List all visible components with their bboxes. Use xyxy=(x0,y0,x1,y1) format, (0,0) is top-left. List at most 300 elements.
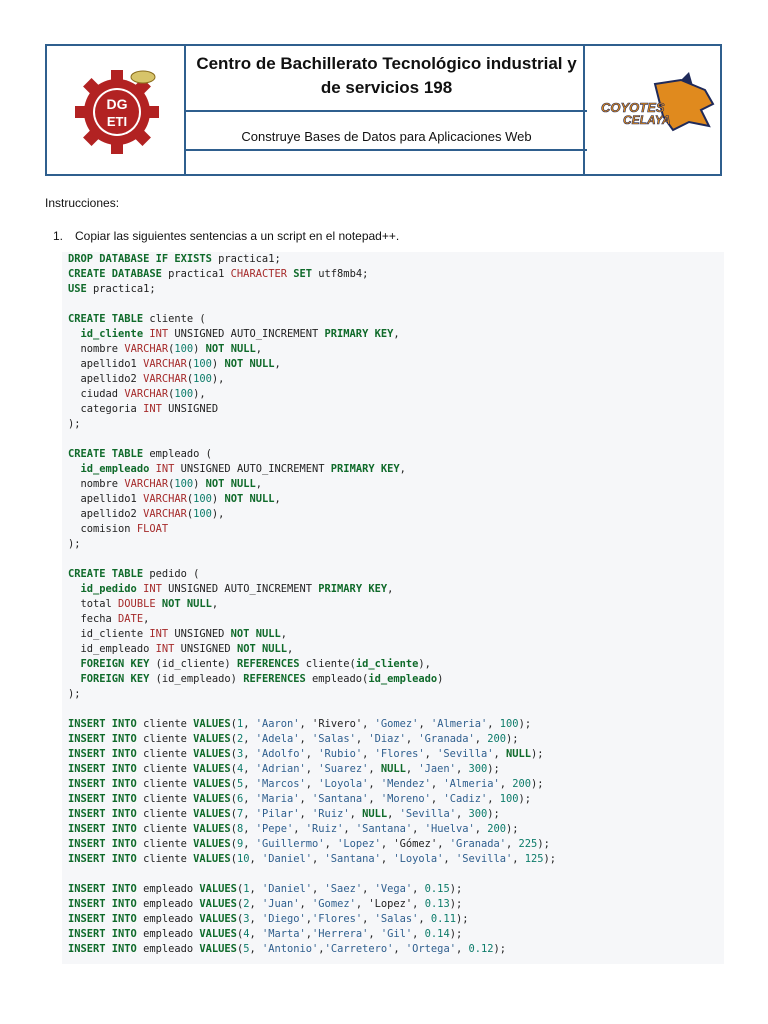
coyotes-logo-icon xyxy=(585,46,720,174)
coyotes-logo-cell xyxy=(583,46,720,174)
code-token: cliente xyxy=(136,763,194,775)
code-token: 0.15 xyxy=(424,883,450,895)
code-token: INSERT INTO xyxy=(68,763,137,775)
code-token: 100 xyxy=(193,508,212,520)
code-token: 0.11 xyxy=(430,913,456,925)
code-token: UNSIGNED xyxy=(161,403,219,415)
code-token: , xyxy=(487,793,500,805)
code-token: , xyxy=(299,808,313,820)
code-token: ) xyxy=(193,343,206,355)
code-token: VALUES xyxy=(193,718,231,730)
code-token: practica1; xyxy=(211,253,281,265)
code-token: Gómez xyxy=(399,838,431,850)
code-token: ciudad xyxy=(68,388,125,400)
code-token: cliente xyxy=(136,718,194,730)
code-token: DOUBLE xyxy=(118,598,156,610)
code-line xyxy=(68,567,718,582)
code-line xyxy=(68,702,718,717)
code-token: ) xyxy=(193,478,206,490)
code-token: NOT NULL xyxy=(224,358,275,370)
code-token: INSERT INTO xyxy=(68,778,137,790)
code-line xyxy=(68,627,718,642)
code-token: 6 xyxy=(236,793,244,805)
code-token: ', xyxy=(355,718,375,730)
code-token: id_empleado xyxy=(368,673,438,685)
code-token: 'Marta' xyxy=(261,928,306,940)
code-token: NOT NULL xyxy=(205,343,256,355)
code-token: , xyxy=(399,463,406,475)
code-token: id_empleado xyxy=(80,463,150,475)
code-token: 'Adrian' xyxy=(255,763,306,775)
code-token: VALUES xyxy=(193,808,231,820)
code-line xyxy=(68,732,718,747)
code-token: , xyxy=(211,598,219,610)
code-line xyxy=(68,522,718,537)
code-token: VARCHAR xyxy=(143,358,187,370)
code-token: cliente xyxy=(136,838,194,850)
code-token: VARCHAR xyxy=(143,373,187,385)
code-token: CREATE TABLE xyxy=(68,313,144,325)
code-token: VALUES xyxy=(199,943,237,955)
code-token: utf8mb4; xyxy=(312,268,369,280)
code-token: 200 xyxy=(487,733,507,745)
code-token: INSERT INTO xyxy=(68,883,137,895)
step-number: 1. xyxy=(53,229,64,243)
code-token: , xyxy=(512,853,525,865)
code-token: 'Marcos' xyxy=(255,778,306,790)
code-token xyxy=(68,583,81,595)
code-token: 'Flores' xyxy=(374,748,425,760)
dgeti-logo-icon xyxy=(47,46,184,174)
code-token: ( xyxy=(236,928,244,940)
code-token: , xyxy=(305,748,319,760)
code-line xyxy=(68,717,718,732)
code-token: 'Suarez' xyxy=(318,763,369,775)
code-line xyxy=(68,432,718,447)
code-token: VALUES xyxy=(193,748,231,760)
code-token: NULL xyxy=(362,808,388,820)
code-token: ) xyxy=(211,358,225,370)
code-token: ) xyxy=(211,493,225,505)
code-token: 'Vega' xyxy=(374,883,413,895)
code-token: , xyxy=(368,763,381,775)
code-token: 300 xyxy=(468,763,488,775)
code-token: , xyxy=(312,853,325,865)
code-token: NOT NULL xyxy=(224,493,275,505)
code-token: 100 xyxy=(193,493,212,505)
instructions-label: Instrucciones: xyxy=(45,196,120,210)
code-token: 100 xyxy=(174,478,194,490)
code-token: ( xyxy=(230,838,237,850)
document-title: Centro de Bachillerato Tecnológico industrial y de servicios 198 xyxy=(186,46,587,112)
code-token: , xyxy=(349,808,363,820)
code-token: SET xyxy=(293,268,313,280)
code-token: 'Salas' xyxy=(312,733,356,745)
code-token: , xyxy=(499,778,513,790)
code-token: comision xyxy=(68,523,137,535)
code-token: REFERENCES xyxy=(243,673,306,685)
code-line xyxy=(68,327,718,342)
code-token: 7 xyxy=(236,808,244,820)
code-token: 100 xyxy=(193,358,212,370)
code-line xyxy=(68,897,718,912)
code-line xyxy=(68,582,718,597)
code-token: ); xyxy=(68,418,81,430)
code-token: , xyxy=(455,808,469,820)
code-token: , xyxy=(387,583,394,595)
code-token: , xyxy=(430,793,444,805)
code-token: INSERT INTO xyxy=(68,808,137,820)
code-token: NOT NULL xyxy=(230,628,281,640)
code-token: 8 xyxy=(236,823,244,835)
code-token: INT xyxy=(155,463,175,475)
code-line xyxy=(68,912,718,927)
code-token: 'Gil' xyxy=(380,928,413,940)
code-token: , xyxy=(305,913,313,925)
code-line xyxy=(68,642,718,657)
code-token: 10 xyxy=(236,853,250,865)
code-token: , xyxy=(368,793,381,805)
code-token: INT xyxy=(155,643,175,655)
code-token: empleado ( xyxy=(143,448,212,460)
code-token: 1 xyxy=(236,718,244,730)
code-token: 4 xyxy=(243,928,250,940)
code-line xyxy=(68,372,718,387)
code-token: ( xyxy=(186,373,194,385)
code-line xyxy=(68,762,718,777)
code-token: INSERT INTO xyxy=(68,913,137,925)
code-token: FOREIGN KEY xyxy=(80,658,150,670)
step-text: Copiar las siguientes sentencias a un script en el notepad++. xyxy=(75,229,400,243)
code-line xyxy=(68,852,718,867)
code-token: , xyxy=(299,898,313,910)
code-token: 'Daniel' xyxy=(261,853,313,865)
code-token: INT xyxy=(149,328,169,340)
code-token: 'Maria' xyxy=(255,793,300,805)
code-token: ); xyxy=(449,898,463,910)
code-token: nombre xyxy=(68,478,125,490)
code-token: 'Carretero' xyxy=(324,943,394,955)
code-token: 3 xyxy=(236,748,244,760)
code-token: , xyxy=(487,718,500,730)
code-token: ( xyxy=(186,493,194,505)
code-token: 'Ortega' xyxy=(405,943,456,955)
code-token: 'Loyola' xyxy=(318,778,369,790)
code-token: INT xyxy=(143,583,162,595)
code-line xyxy=(68,612,718,627)
code-token: INSERT INTO xyxy=(68,718,137,730)
code-token: , xyxy=(393,328,400,340)
code-token: ( xyxy=(236,943,244,955)
code-token: , xyxy=(143,613,150,625)
code-token: ); xyxy=(455,913,469,925)
code-token: , xyxy=(255,478,262,490)
code-token: , xyxy=(255,343,262,355)
code-token: INSERT INTO xyxy=(68,853,137,865)
code-token: 'Herrera' xyxy=(312,928,369,940)
code-token: , xyxy=(418,718,431,730)
code-token: 'Saez' xyxy=(324,883,363,895)
code-token: cliente xyxy=(136,748,194,760)
code-token: fecha xyxy=(68,613,119,625)
code-token: NOT NULL xyxy=(205,478,256,490)
code-token: REFERENCES xyxy=(236,658,300,670)
code-line xyxy=(68,447,718,462)
code-token: , xyxy=(355,733,369,745)
code-token: UNSIGNED AUTO_INCREMENT xyxy=(174,463,331,475)
code-token: ); xyxy=(449,928,463,940)
code-token: id_cliente xyxy=(80,328,144,340)
code-token: 'Pepe' xyxy=(255,823,294,835)
code-token: cliente xyxy=(136,793,194,805)
code-token: VALUES xyxy=(193,823,231,835)
code-token: , xyxy=(305,928,313,940)
code-token: 3 xyxy=(243,913,250,925)
code-token: VARCHAR xyxy=(143,493,187,505)
code-token: , xyxy=(393,943,406,955)
code-token: VALUES xyxy=(193,793,231,805)
code-token: ', xyxy=(430,838,450,850)
code-token: ( xyxy=(230,823,237,835)
code-token: ); xyxy=(518,718,532,730)
code-token: 'Ruiz' xyxy=(312,808,350,820)
code-token: INSERT INTO xyxy=(68,898,137,910)
code-token: , xyxy=(455,763,469,775)
code-token: , xyxy=(280,628,287,640)
code-line xyxy=(68,282,718,297)
code-token: ); xyxy=(449,883,463,895)
code-token: 'Moreno' xyxy=(380,793,431,805)
code-token: , xyxy=(299,733,313,745)
code-token: , xyxy=(362,883,375,895)
code-line xyxy=(68,402,718,417)
code-token: PRIMARY KEY xyxy=(318,583,388,595)
code-token: practica1 xyxy=(161,268,231,280)
code-token: CHARACTER xyxy=(230,268,287,280)
code-token: ( xyxy=(168,478,175,490)
code-token xyxy=(68,463,81,475)
code-token: , xyxy=(249,853,262,865)
code-token: 9 xyxy=(236,838,244,850)
code-line xyxy=(68,597,718,612)
code-token: ( xyxy=(236,883,244,895)
code-token: , xyxy=(249,943,262,955)
code-token: total xyxy=(68,598,119,610)
code-token: 200 xyxy=(487,823,507,835)
code-token: nombre xyxy=(68,343,125,355)
document-subtitle: Construye Bases de Datos para Aplicaciones Web xyxy=(186,114,587,151)
code-line xyxy=(68,777,718,792)
code-token: , xyxy=(362,913,375,925)
code-token: 'Adela' xyxy=(255,733,300,745)
code-token: , xyxy=(380,853,394,865)
code-token: , xyxy=(405,733,419,745)
code-token: NULL xyxy=(380,763,406,775)
code-token: , xyxy=(249,928,262,940)
code-line xyxy=(68,837,718,852)
code-token: ); xyxy=(487,808,500,820)
code-line xyxy=(68,507,718,522)
code-token: , xyxy=(343,823,356,835)
code-line xyxy=(68,417,718,432)
code-token: , xyxy=(324,838,338,850)
code-token: , xyxy=(474,823,488,835)
code-line xyxy=(68,552,718,567)
code-token: INSERT INTO xyxy=(68,748,137,760)
code-token: NULL xyxy=(506,748,532,760)
code-token: 'Pilar' xyxy=(255,808,300,820)
code-token: ); xyxy=(68,688,81,700)
code-token: , xyxy=(274,358,281,370)
code-token: 'Jaen' xyxy=(418,763,456,775)
code-token: ); xyxy=(531,778,544,790)
code-token: , xyxy=(243,763,256,775)
code-token: , ' xyxy=(299,718,319,730)
code-token: , xyxy=(412,883,425,895)
code-line xyxy=(68,672,718,687)
code-token: empleado xyxy=(136,898,200,910)
code-line xyxy=(68,312,718,327)
code-token: empleado xyxy=(136,928,200,940)
code-token: VALUES xyxy=(193,778,231,790)
code-token: INSERT INTO xyxy=(68,793,137,805)
code-token: 'Guillermo' xyxy=(255,838,325,850)
code-token: , xyxy=(286,643,294,655)
code-line xyxy=(68,942,718,957)
code-token: 'Gomez' xyxy=(374,718,419,730)
code-token: , xyxy=(368,778,381,790)
code-token: NOT NULL xyxy=(236,643,287,655)
code-line xyxy=(68,657,718,672)
code-token: id_cliente xyxy=(355,658,419,670)
code-token: , xyxy=(318,943,325,955)
code-token: 'Rubio' xyxy=(318,748,363,760)
code-token: VALUES xyxy=(193,763,231,775)
dgeti-logo-text-top: DG xyxy=(106,96,128,112)
code-line xyxy=(68,882,718,897)
code-token: DATE xyxy=(118,613,144,625)
code-token: 'Sevilla' xyxy=(455,853,513,865)
code-token: ), xyxy=(211,373,225,385)
code-token: DROP DATABASE IF EXISTS xyxy=(68,253,212,265)
code-token: cliente xyxy=(136,853,194,865)
code-token: ( xyxy=(186,508,194,520)
code-token: 100 xyxy=(499,718,519,730)
code-token: , xyxy=(299,793,313,805)
code-token: VARCHAR xyxy=(143,508,187,520)
code-token: UNSIGNED AUTO_INCREMENT xyxy=(168,328,325,340)
code-token: apellido2 xyxy=(68,508,144,520)
code-token: 'Granada' xyxy=(418,733,475,745)
code-token: ( xyxy=(230,778,237,790)
code-token: UNSIGNED AUTO_INCREMENT xyxy=(161,583,319,595)
code-token: , xyxy=(243,793,256,805)
code-token: , xyxy=(412,823,425,835)
code-line xyxy=(68,807,718,822)
code-token: , xyxy=(405,763,419,775)
code-token: 'Diaz' xyxy=(368,733,406,745)
code-token: 'Mendez' xyxy=(380,778,431,790)
code-token: ); xyxy=(518,793,532,805)
code-token: 'Almeria' xyxy=(430,718,488,730)
code-token: ( xyxy=(230,793,237,805)
code-line xyxy=(68,477,718,492)
code-token: , xyxy=(387,808,400,820)
code-token: 'Adolfo' xyxy=(255,748,306,760)
code-token: ); xyxy=(543,853,557,865)
code-token: 0.13 xyxy=(424,898,450,910)
code-token: INSERT INTO xyxy=(68,928,137,940)
code-line xyxy=(68,252,718,267)
code-token: 225 xyxy=(518,838,538,850)
code-token: 'Almeria' xyxy=(443,778,500,790)
code-token: , xyxy=(412,928,425,940)
code-token: apellido1 xyxy=(68,493,144,505)
code-line xyxy=(68,357,718,372)
code-token: VARCHAR xyxy=(124,388,169,400)
code-token: cliente xyxy=(136,733,194,745)
code-line xyxy=(68,387,718,402)
code-token: 'Ruiz' xyxy=(305,823,344,835)
code-token: apellido2 xyxy=(68,373,144,385)
code-token: , xyxy=(243,718,256,730)
code-token: Rivero xyxy=(318,718,356,730)
code-token: , xyxy=(424,748,438,760)
code-line xyxy=(68,927,718,942)
code-token: 'Diego' xyxy=(261,913,306,925)
coyotes-logo-text-bottom: CELAYA xyxy=(623,113,671,127)
code-token: ), xyxy=(193,388,206,400)
code-token: ); xyxy=(537,838,550,850)
code-token: , xyxy=(249,913,262,925)
code-token: empleado xyxy=(136,883,200,895)
code-token: ( xyxy=(168,388,175,400)
code-token: VALUES xyxy=(199,928,237,940)
code-token: 4 xyxy=(236,763,244,775)
code-token: id_pedido xyxy=(80,583,137,595)
code-token: 'Santana' xyxy=(324,853,381,865)
code-token: 5 xyxy=(243,943,250,955)
code-token: INSERT INTO xyxy=(68,733,137,745)
code-token: VALUES xyxy=(199,883,237,895)
code-token: 'Aaron' xyxy=(255,718,300,730)
code-token: FOREIGN KEY xyxy=(80,673,150,685)
code-token: ( xyxy=(230,763,237,775)
code-token: 300 xyxy=(468,808,488,820)
code-token: , xyxy=(455,943,469,955)
code-token: ); xyxy=(506,823,519,835)
code-line xyxy=(68,867,718,882)
header-table xyxy=(45,44,722,176)
code-token: Lopez xyxy=(374,898,406,910)
code-token: VALUES xyxy=(193,853,231,865)
code-token: 0.12 xyxy=(468,943,494,955)
code-token: ( xyxy=(230,853,237,865)
code-token: VALUES xyxy=(193,838,231,850)
code-token: ); xyxy=(493,943,507,955)
code-token: id_empleado xyxy=(68,643,156,655)
code-token: , xyxy=(274,493,281,505)
code-token: ); xyxy=(487,763,500,775)
code-token: 125 xyxy=(524,853,544,865)
code-token: empleado xyxy=(136,913,200,925)
code-token: 2 xyxy=(236,733,244,745)
code-token: id_cliente xyxy=(68,628,150,640)
code-token: CREATE DATABASE xyxy=(68,268,162,280)
code-token: 'Cadiz' xyxy=(443,793,488,805)
code-token: 0.14 xyxy=(424,928,450,940)
code-token: CREATE TABLE xyxy=(68,448,144,460)
